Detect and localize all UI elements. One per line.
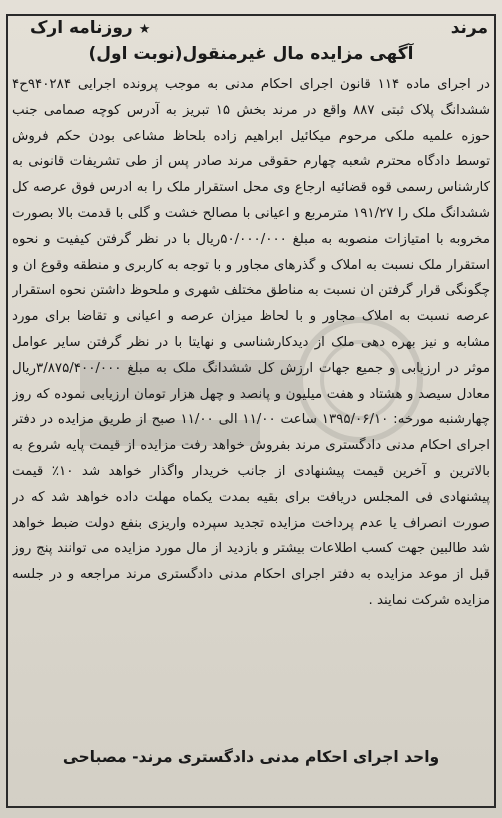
ad-body-text: در اجرای ماده ۱۱۴ قانون اجرای احکام مدنی به موجب پرونده اجرایی ۹۴۰۲۸۴ح۴ ششدانگ پلاک ثبتی ۸۸۷ واقع در مرند بخش ۱۵ تبریز به آدرس کوچه صمامی جنب حوزه علمیه ملکی مرحوم میکائیل ابراهیم زاده بلحاظ مشاعی بودن حکم فروش توسط دادگاه محترم شعبه چهارم حقوقی مرند صادر پس از طی تشریفات قانونی به کارشناس رسمی قوه قضائیه ارجاع وی محل استقرار ملک را به ادرس فوق عرصه کل ششدانگ ملک را ۱۹۱/۲۷ مترمربع و اعیانی با مصالح خشت و گلی با قدمت بالا بصورت مخروبه با امتیازات منصوبه به مبلغ ۵۰/۰۰۰/۰۰۰ریال با در نظر گرفتن کیفیت و نحوه استقرار ملک نسبت به املاک و گذرهای مجاور و با توجه به کاربری و منطقه وقوع ان و چگونگی قرار گرفتن ان نسبت به مناطق مختلف شهری و ملحوظ داشتن نحوه استقرار عرصه نسبت به املاک مجاور و با لحاظ میزان عرصه و اعیانی و تقاضا برای مورد مشابه و نیز بهره دهی ملک از دیدکارشناسی و نهایتا با در نظر گرفتن سایر عوامل موثر در ارزیابی و جمیع جهات ارزش کل ششدانگ ملک به مبلغ ۳/۸۷۵/۴۰۰/۰۰۰ریال معادل سیصد و هشتاد و هفت میلیون و پانصد و چهل هزار تومان ارزیابی نموده که روز چهارشنبه مورخه: ۱۳۹۵/۰۶/۱۰ ساعت ۱۱/۰۰ الی ۱۱/۰۰ صبح از طریق مزایده در دفتر اجرای احکام مدنی دادگستری مرند بفروش خواهد رفت مزایده از قیمت پایه شروع به بالاترین و آخرین قیمت پیشنهادی از جانب خریدار واگذار خواهد شد ۱۰٪ قیمت پیشنهادی فی المجلس دریافت برای بقیه بمدت یکماه مهلت داده خواهد شد که در صورت انصراف یا عدم پرداخت مزایده تجدید سپرده واریزی بنفع دولت ضبط خواهد شد طالبین جهت کسب اطلاعات بیشتر و بازدید از مال مورد مزایده می توانند پنج روز قبل از موعد مزایده به دفتر اجرای احکام مدنی دادگستری مرند مراجعه و در جلسه مزایده شرکت نمایند . [12,77,490,608]
ad-body [12,72,490,732]
city-name: مرند [450,18,488,38]
ad-title: آگهی مزایده مال غیرمنقول(نوبت اول) [88,44,414,64]
newspaper-name: روزنامه ارک [30,18,133,38]
newspaper-name-wrap [30,18,150,38]
masthead [14,18,488,42]
signature-line: واحد اجرای احکام مدنی دادگستری مرند- مصباحی [62,748,440,766]
star-icon: ★ [138,22,151,37]
